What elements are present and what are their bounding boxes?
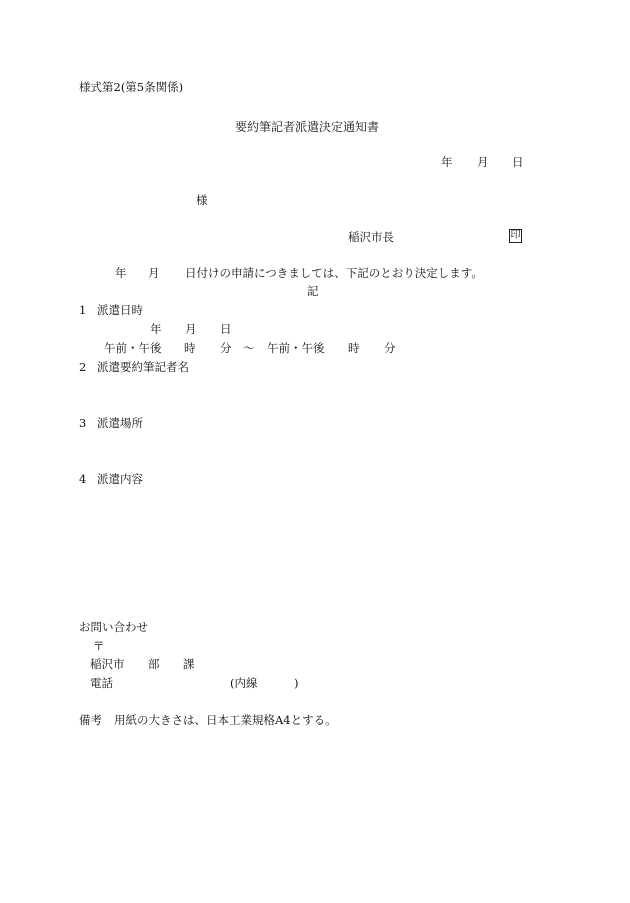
remarks-text: 用紙の大きさは、日本工業規格A4とする。 [114,713,337,727]
inquiry-city: 稲沢市 [90,657,125,671]
intro-month-label: 月 [148,266,160,280]
intro-text: 日付けの申請につきましては、下記のとおり決定します。 [185,266,483,280]
end-hour-label: 時 [348,341,360,355]
dispatch-month-label: 月 [185,322,197,336]
recipient-honorific: 様 [196,193,208,207]
extension-close: ) [294,676,299,690]
date-day-label: 日 [512,155,524,169]
section-4-number: 4 [79,472,87,486]
inquiry-heading: お問い合わせ [79,620,148,634]
issuer-name: 稲沢市長 [348,230,394,244]
start-minute-label: 分 [220,341,232,355]
intro-year-label: 年 [115,266,127,280]
seal-mark: 印 [510,230,521,241]
extension-open: (内線 [230,676,258,690]
section-3-label: 派遣場所 [97,416,143,430]
dispatch-day-label: 日 [220,322,232,336]
section-2-label: 派遣要約筆記者名 [97,360,189,374]
section-2-number: 2 [79,360,87,374]
section-3-number: 3 [79,416,87,430]
ki-heading: 記 [307,284,319,298]
section-4-label: 派遣内容 [97,472,143,486]
start-ampm-label: 午前・午後 [104,341,162,355]
form-number: 様式第2(第5条関係) [79,80,184,94]
inquiry-department: 部 [148,657,160,671]
time-range-tilde: 〜 [243,341,255,355]
document-title: 要約筆記者派遣決定通知書 [235,120,380,134]
phone-label: 電話 [90,676,113,690]
end-minute-label: 分 [384,341,396,355]
section-1-number: 1 [79,303,87,317]
date-month-label: 月 [477,155,489,169]
remarks-label: 備考 [79,713,102,727]
section-1-label: 派遣日時 [97,303,143,317]
inquiry-section: 課 [183,657,195,671]
postal-mark: 〒 [93,639,105,653]
end-ampm-label: 午前・午後 [267,341,325,355]
dispatch-year-label: 年 [150,322,162,336]
start-hour-label: 時 [184,341,196,355]
date-year-label: 年 [441,155,453,169]
